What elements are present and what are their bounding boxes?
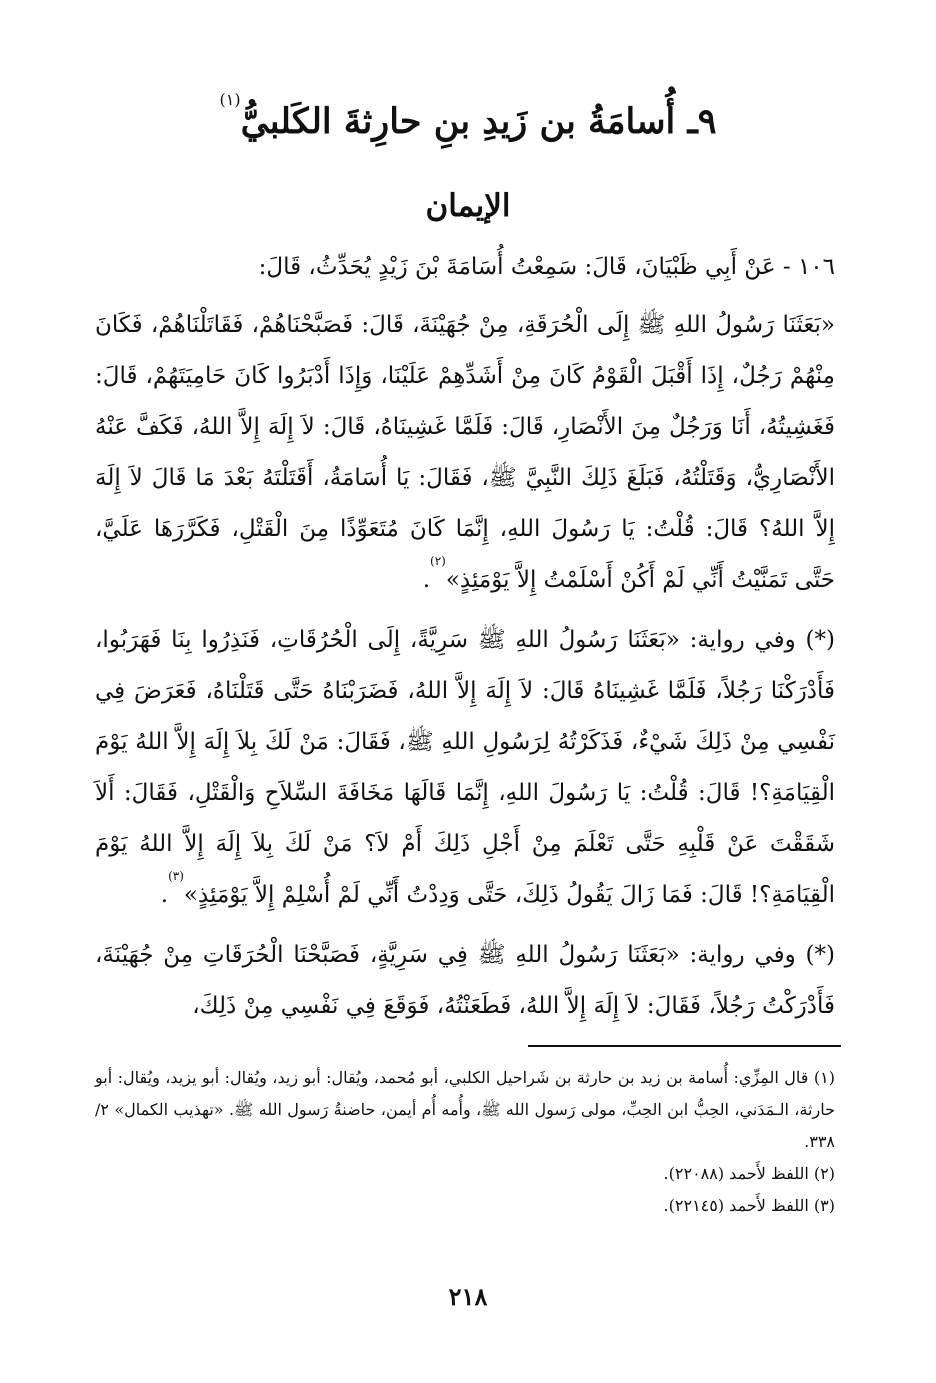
- riwaya-paragraph-1: [95, 615, 835, 921]
- footnotes: [95, 1062, 835, 1222]
- riwaya-1-end: .: [160, 882, 169, 908]
- hadith-text-end: .: [422, 567, 431, 593]
- hadith-intro: ١٠٦ - عَنْ أَبِي ظَبْيَانَ، قَالَ: سَمِعْتُ أُسَامَةَ بْنَ زَيْدٍ يُحَدِّثُ، قَالَ:: [258, 254, 835, 280]
- footnote-divider: [528, 1045, 841, 1047]
- riwaya-paragraph-2: (*) وفي رواية: «بَعَثَنَا رَسُولُ اللهِ ﷺ فِي سَرِيَّةٍ، فَصَبَّحْنَا الْحُرَقَاتِ مِنْ جُهَيْنَةَ، فَأَدْرَكْتُ رَجُلاً، فَقَالَ: لاَ إِلَهَ إِلاَّ اللهُ، فَطَعَنْتُهُ، فَوَقَعَ فِي نَفْسِي مِنْ ذَلِكَ،: [95, 942, 835, 1019]
- footnote-3: (٣) اللفظ لأَحمد (٢٢١٤٥).: [663, 1196, 835, 1215]
- footnote-2: (٢) اللفظ لأَحمد (٢٢٠٨٨).: [663, 1164, 835, 1183]
- page-number: ٢١٨: [448, 1282, 488, 1311]
- hadith-text: [95, 300, 835, 606]
- chapter-footnote-marker: (١): [219, 90, 241, 109]
- chapter-title-text: ٩ـ أُسامَةُ بن زَيدِ بنِ حارِثةَ الكَلبيُّ: [240, 101, 717, 142]
- hadith-text-body: «بَعَثَنَا رَسُولُ اللهِ ﷺ إِلَى الْحُرَقَةِ، مِنْ جُهَيْنَةَ، قَالَ: فَصَبَّحْنَاهُمْ، فَقَاتَلْنَاهُمْ، فَكَانَ مِنْهُمْ رَجُلٌ، إِذَا أَقْبَلَ الْقَوْمُ كَانَ مِنْ أَشَدِّهِمْ عَلَيْنَا، وَإِذَا أَدْبَرُوا كَانَ حَامِيَتَهُمْ، قَالَ: فَغَشِيتُهُ، أَنَا وَرَجُلٌ مِنَ الأَنْصَارِ، قَالَ: فَلَمَّا غَشِينَاهُ، قَالَ: لاَ إِلَهَ إِلاَّ اللهُ، فَكَفَّ عَنْهُ الأَنْصَارِيُّ، وَقَتَلْتُهُ، فَبَلَغَ ذَلِكَ النَّبِيَّ ﷺ، فَقَالَ: يَا أُسَامَةُ، أَقَتَلْتَهُ بَعْدَ مَا قَالَ لاَ إِلَهَ إِلاَّ اللهُ؟ قَالَ: قُلْتُ: يَا رَسُولَ اللهِ، إِنَّمَا كَانَ مُتَعَوِّذًا مِنَ الْقَتْلِ، فَكَرَّرَهَا عَلَيَّ، حَتَّى تَمَنَّيْتُ أَنِّي لَمْ أَكُنْ أَسْلَمْتُ إِلاَّ يَوْمَئِذٍ»: [95, 312, 835, 593]
- chapter-title: [60, 92, 876, 152]
- footnote-1: (١) قال المِزِّي: أُسامة بن زيد بن حارثة بن شَراحيل الكلبي، أبو مُحمد، ويُقال: أبو زيد، ويُقال: أبو يزيد، ويُقال: أبو حارثة، الـمَدَني، الحِبُّ ابن الحِبِّ، مولى رَسول الله ﷺ، وأُمه أُم أيمن، حاضنةُ رَسول الله ﷺ. «تهذيب الكمال» ٢/ ٣٣٨.: [95, 1068, 835, 1151]
- footnote-marker-3: (٣): [168, 869, 184, 883]
- riwaya-1-text: (*) وفي رواية: «بَعَثَنَا رَسُولُ اللهِ ﷺ سَرِيَّةً، إِلَى الْحُرُقَاتِ، فَنَذِرُوا بِنَا فَهَرَبُوا، فَأَدْرَكْنَا رَجُلاً، فَلَمَّا غَشِينَاهُ قَالَ: لاَ إِلَهَ إِلاَّ اللهُ، فَضَرَبْنَاهُ حَتَّى قَتَلْنَاهُ، فَعَرَضَ فِي نَفْسِي مِنْ ذَلِكَ شَيْءٌ، فَذَكَرْتُهُ لِرَسُولِ اللهِ ﷺ، فَقَالَ: مَنْ لَكَ بِلاَ إِلَهَ إِلاَّ اللهُ يَوْمَ الْقِيَامَةِ؟! قَالَ: قُلْتُ: يَا رَسُولَ اللهِ، إِنَّمَا قَالَهَا مَخَافَةَ السِّلاَحِ وَالْقَتْلِ، فَقَالَ: أَلاَ شَقَقْتَ عَنْ قَلْبِهِ حَتَّى تَعْلَمَ مِنْ أَجْلِ ذَلِكَ أَمْ لاَ؟ مَنْ لَكَ بِلاَ إِلَهَ إِلاَّ اللهُ يَوْمَ الْقِيَامَةِ؟! قَالَ: فَمَا زَالَ يَقُولُ ذَلِكَ، حَتَّى وَدِدْتُ أَنِّي لَمْ أُسْلِمْ إِلاَّ يَوْمَئِذٍ»: [95, 627, 836, 908]
- footnote-marker-2: (٢): [430, 554, 446, 568]
- section-title: الإيمان: [425, 188, 511, 224]
